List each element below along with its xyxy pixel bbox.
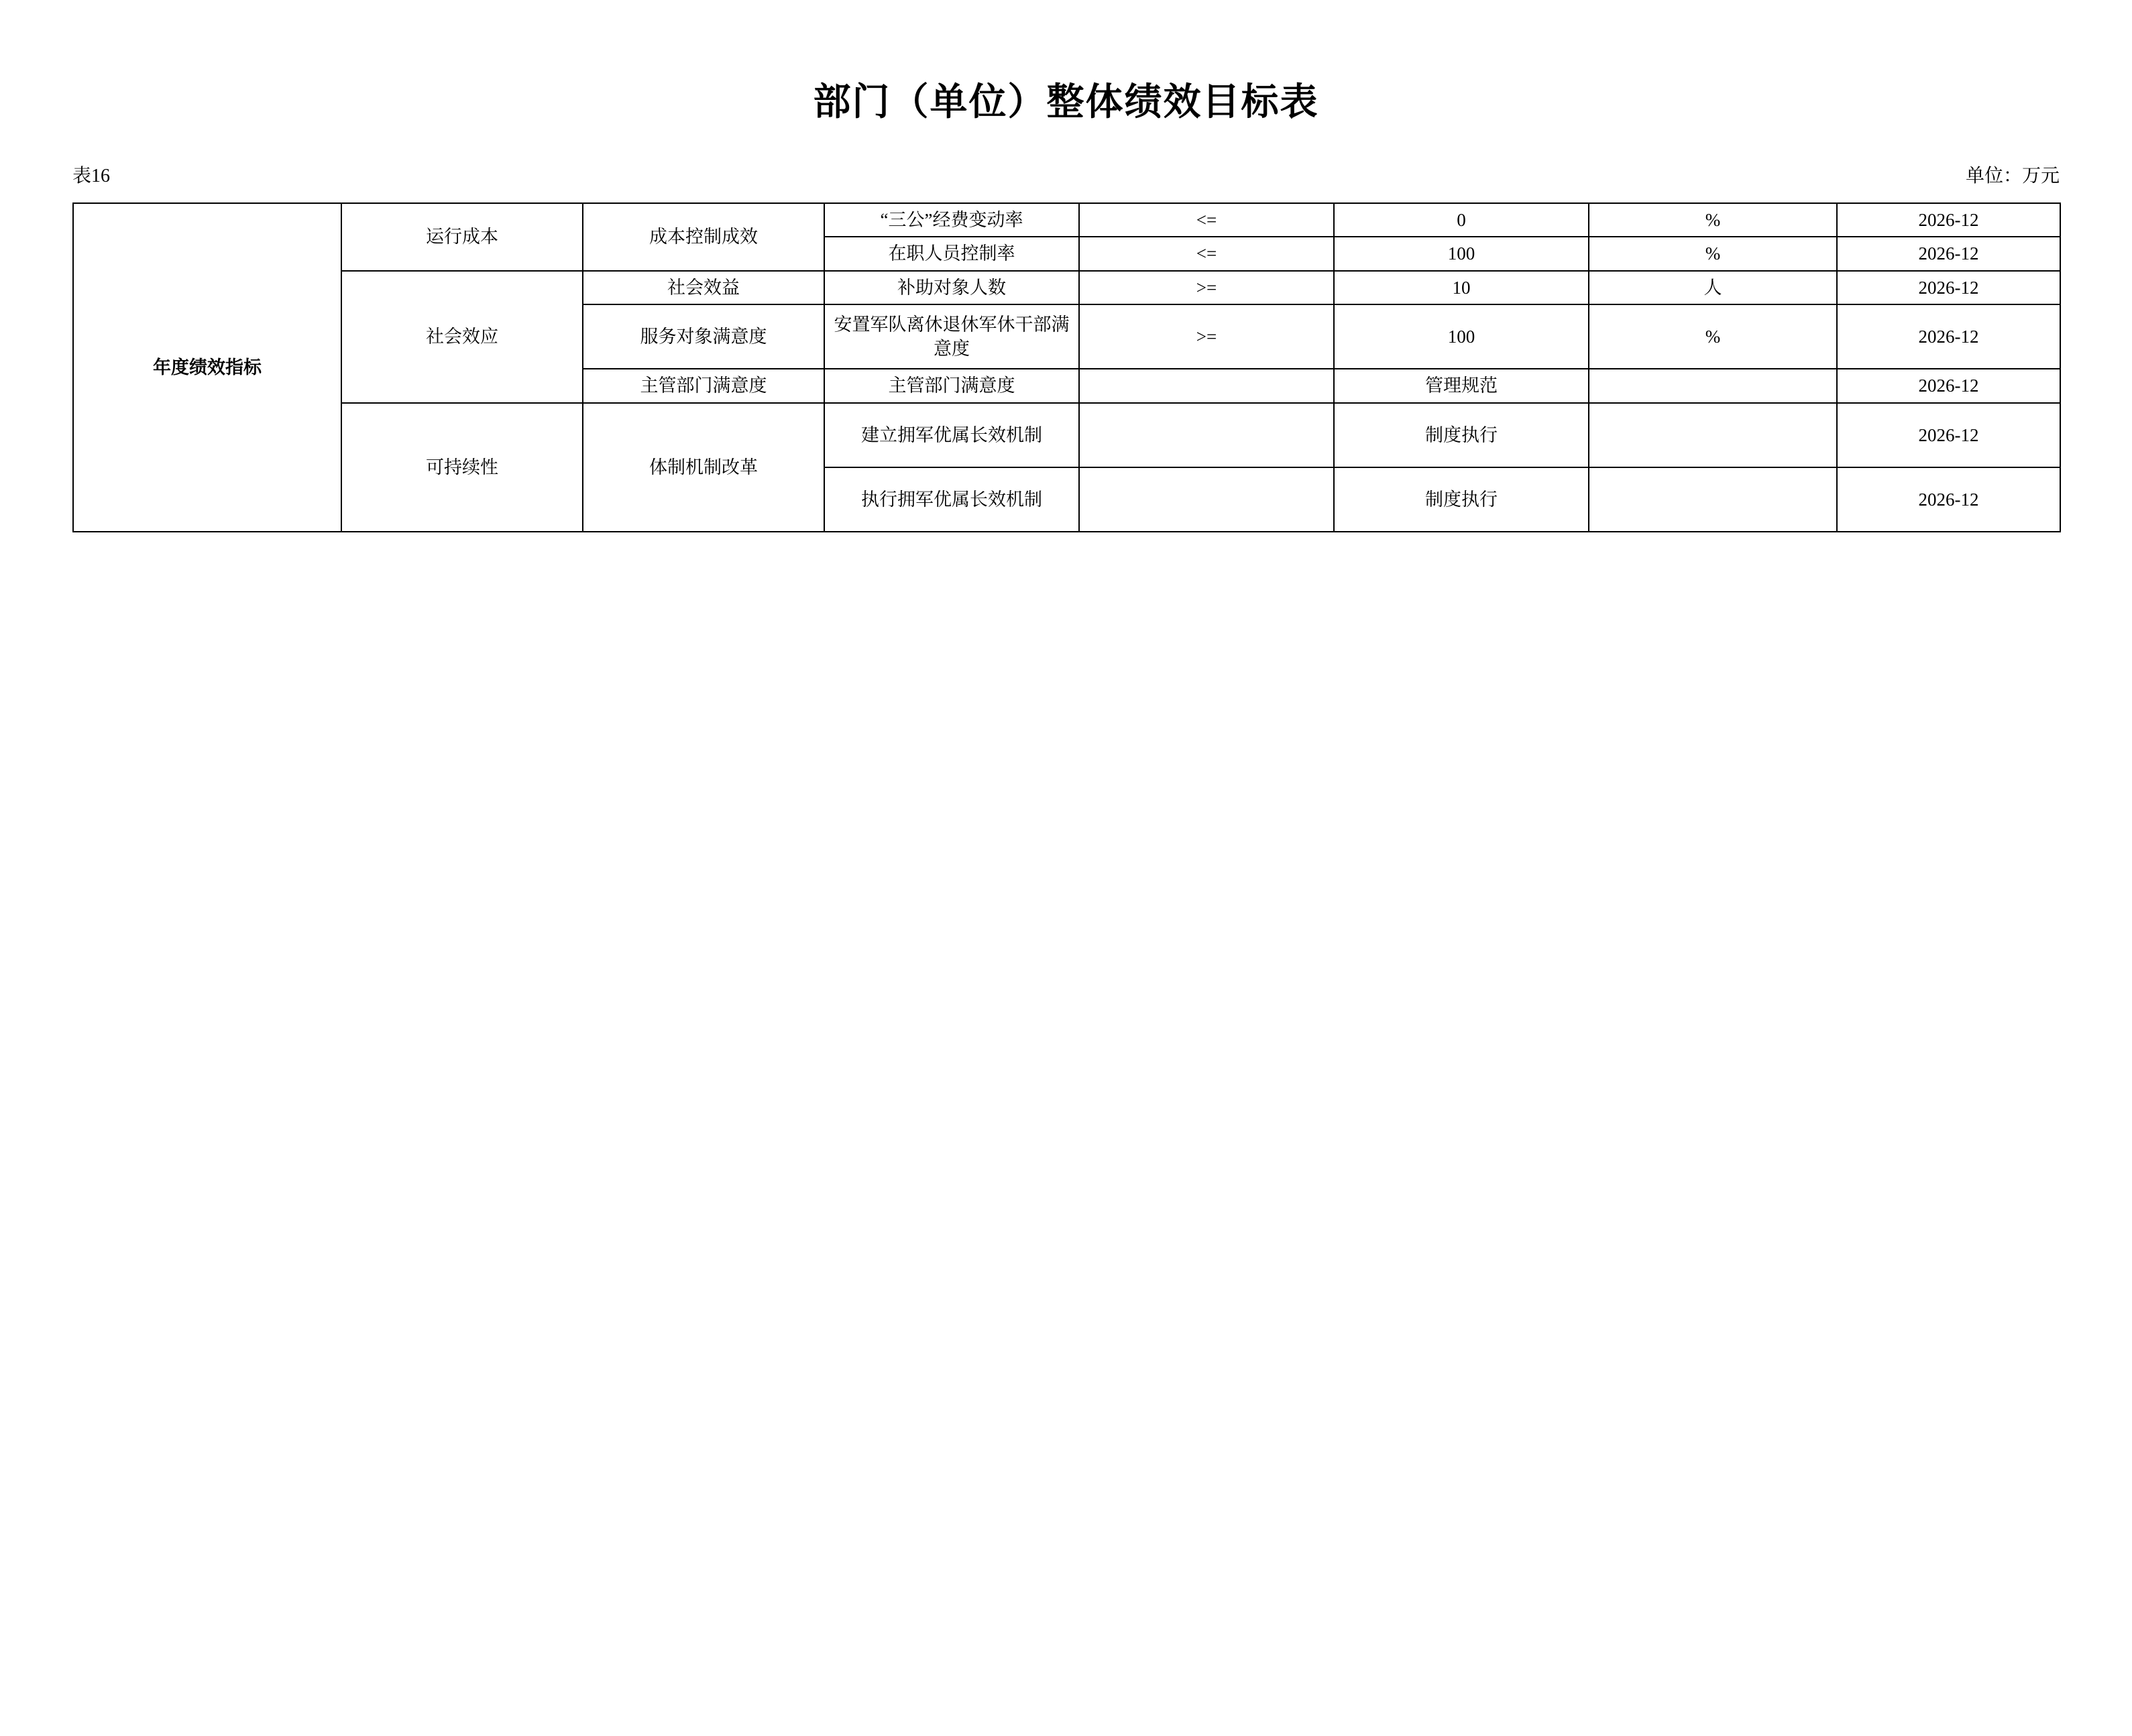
operator-cell: <= bbox=[1079, 237, 1334, 270]
category-cell: 服务对象满意度 bbox=[583, 304, 824, 369]
operator-cell: >= bbox=[1079, 271, 1334, 304]
unit-cell: % bbox=[1589, 304, 1837, 369]
indicator-cell: 安置军队离休退休军休干部满意度 bbox=[824, 304, 1079, 369]
value-cell: 0 bbox=[1334, 203, 1589, 237]
indicator-cell: 在职人员控制率 bbox=[824, 237, 1079, 270]
table-row bbox=[73, 203, 2060, 237]
value-cell: 100 bbox=[1334, 304, 1589, 369]
operator-cell: >= bbox=[1079, 304, 1334, 369]
operator-cell bbox=[1079, 369, 1334, 402]
page-title: 部门（单位）整体绩效目标表 bbox=[813, 82, 1319, 123]
indicator-cell: “三公”经费变动率 bbox=[824, 203, 1079, 237]
dimension-cell: 社会效应 bbox=[341, 271, 583, 403]
date-cell: 2026-12 bbox=[1837, 369, 2060, 402]
unit-cell: % bbox=[1589, 203, 1837, 237]
indicator-cell: 建立拥军优属长效机制 bbox=[824, 403, 1079, 467]
operator-cell bbox=[1079, 467, 1334, 532]
unit-note: 单位：万元 bbox=[1965, 166, 2060, 186]
meta-row bbox=[72, 161, 2060, 188]
operator-cell: <= bbox=[1079, 203, 1334, 237]
unit-cell: % bbox=[1589, 237, 1837, 270]
dimension-cell: 可持续性 bbox=[341, 403, 583, 532]
value-cell: 10 bbox=[1334, 271, 1589, 304]
table-number: 表16 bbox=[72, 166, 111, 186]
performance-table bbox=[72, 202, 2061, 532]
category-cell: 体制机制改革 bbox=[583, 403, 824, 532]
performance-table-wrap bbox=[72, 202, 2060, 532]
value-cell: 100 bbox=[1334, 237, 1589, 270]
dimension-cell: 运行成本 bbox=[341, 203, 583, 271]
date-cell: 2026-12 bbox=[1837, 467, 2060, 532]
value-cell: 制度执行 bbox=[1334, 467, 1589, 532]
document-page bbox=[0, 72, 2132, 1736]
unit-cell bbox=[1589, 369, 1837, 402]
date-cell: 2026-12 bbox=[1837, 403, 2060, 467]
value-cell: 管理规范 bbox=[1334, 369, 1589, 402]
date-cell: 2026-12 bbox=[1837, 203, 2060, 237]
unit-cell bbox=[1589, 403, 1837, 467]
date-cell: 2026-12 bbox=[1837, 237, 2060, 270]
operator-cell bbox=[1079, 403, 1334, 467]
indicator-cell: 补助对象人数 bbox=[824, 271, 1079, 304]
unit-cell bbox=[1589, 467, 1837, 532]
table-row bbox=[73, 403, 2060, 467]
category-cell: 主管部门满意度 bbox=[583, 369, 824, 402]
date-cell: 2026-12 bbox=[1837, 271, 2060, 304]
value-cell: 制度执行 bbox=[1334, 403, 1589, 467]
date-cell: 2026-12 bbox=[1837, 304, 2060, 369]
category-cell: 成本控制成效 bbox=[583, 203, 824, 271]
indicator-cell: 主管部门满意度 bbox=[824, 369, 1079, 402]
category-cell: 社会效益 bbox=[583, 271, 824, 304]
indicator-cell: 执行拥军优属长效机制 bbox=[824, 467, 1079, 532]
unit-cell: 人 bbox=[1589, 271, 1837, 304]
row-header-annual-indicators: 年度绩效指标 bbox=[73, 203, 341, 532]
table-row bbox=[73, 271, 2060, 304]
